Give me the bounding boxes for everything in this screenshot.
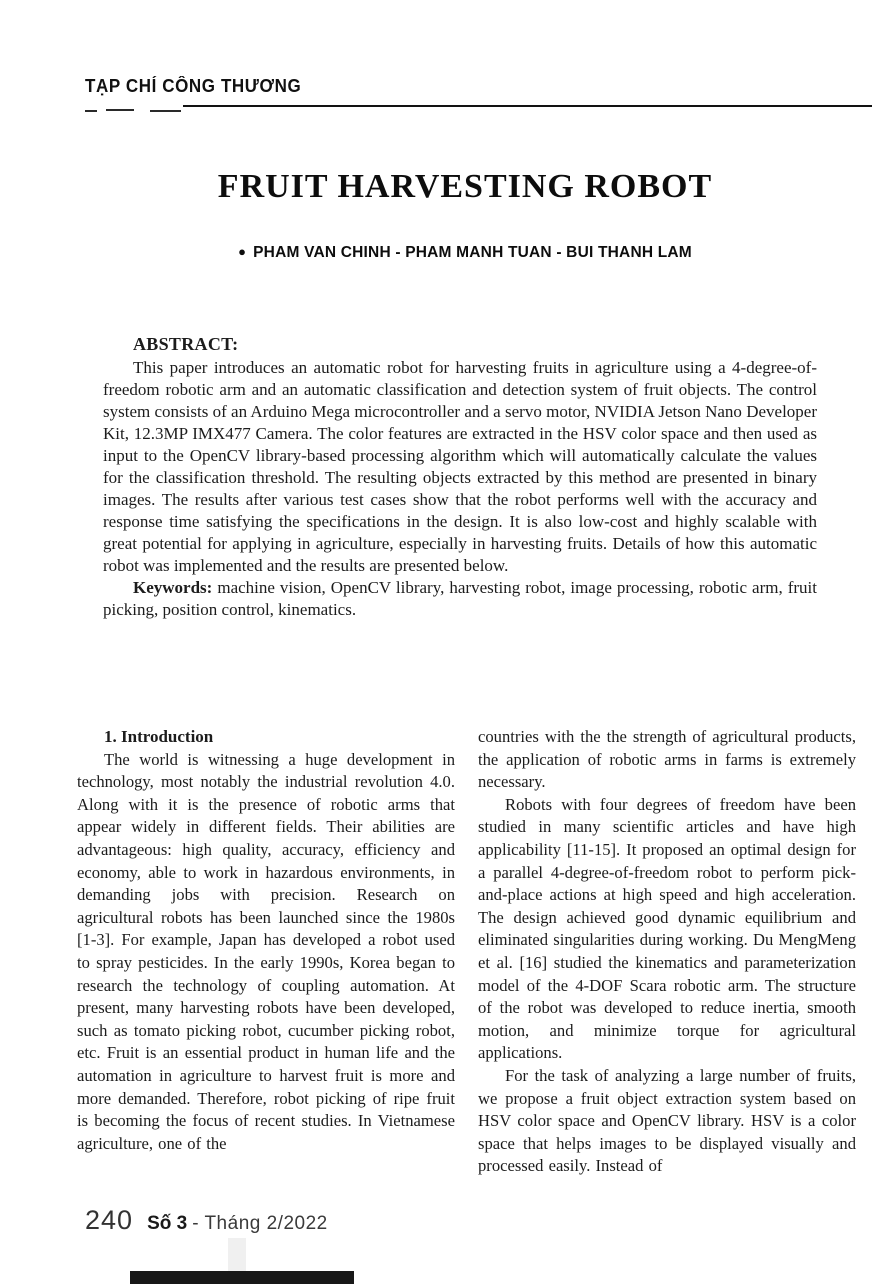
paragraph-intro-continued: countries with the the strength of agricultural products, the application of robotic arms in farms is extremely necessary. [478,727,856,792]
abstract-heading: ABSTRACT: [133,334,239,354]
masthead-dash-1 [85,110,97,112]
section-heading-introduction: 1. Introduction [104,727,214,746]
paragraph-four-dof-robots: Robots with four degrees of freedom have been studied in many scientific articles and have high applicability [11-15]. It proposed an optimal design for a parallel 4-degree-of-freedom robot to perform pick-and-place actions at high speed and high acceleration. The design achieved good dynamic equilibrium and eliminated singularities during working. Du MengMeng et al. [16] studied the kinematics and parameterization model of the 4-DOF Scara robotic arm. The structure of the robot was developed to reduce inertia, smooth motion, and minimize torque for agricultural applications. [478,794,856,1063]
abstract-section [103,334,817,621]
authors-line [75,244,855,262]
masthead-rule [183,105,872,107]
scan-artifact-bar [130,1271,354,1284]
body-columns [77,726,857,1178]
issue-date: - Tháng 2/2022 [192,1213,328,1234]
masthead-dash-3 [150,110,181,112]
paragraph-fruit-extraction: For the task of analyzing a large number of fruits, we propose a fruit object extraction system based on HSV color space and OpenCV library. HSV is a color space that helps images to be displayed visually and processed easily. Instead of [478,1065,856,1176]
right-column [478,726,856,1178]
article-title: FRUIT HARVESTING ROBOT [217,168,713,205]
author-bullet-icon: ● [238,244,247,259]
journal-name: TẠP CHÍ CÔNG THƯƠNG [85,76,302,97]
journal-masthead [85,76,301,98]
keywords-label: Keywords: [133,578,213,597]
left-column [77,726,455,1178]
abstract-body: This paper introduces an automatic robot for harvesting fruits in agriculture using a 4-degree-of-freedom robotic arm and an automatic classification and detection system of fruit objects. The control system consists of an Arduino Mega microcontroller and a servo motor, NVIDIA Jetson Nano Developer Kit, 12.3MP IMX477 Camera. The color features are extracted in the HSV color space and then used as input to the OpenCV library-based processing algorithm which will automatically calculate the values for the classification threshold. The resulting objects extracted by this method are presented in binary images. The results after various test cases show that the robot performs well with the accuracy and response time satisfying the specifications in the design. It is also low-cost and highly scalable with great potential for applying in agriculture, especially in harvesting fruits. Details of how this automatic robot was implemented and the results are presented below. [103,358,817,575]
keywords-text: machine vision, OpenCV library, harvesting robot, image processing, robotic arm, fruit picking, position control, kinematics. [103,578,817,619]
issue-label: Số 3 [147,1213,188,1234]
page-footer [85,1205,328,1236]
authors-text: PHAM VAN CHINH - PHAM MANH TUAN - BUI THANH LAM [253,244,692,261]
page-number: 240 [85,1205,134,1235]
keywords-line [103,577,817,621]
masthead-dash-2 [106,109,134,111]
paragraph-intro-left: The world is witnessing a huge development in technology, most notably the industrial revolution 4.0. Along with it is the presence of robotic arms that appear widely in different fields. Their abilities are advantageous: high quality, accuracy, efficiency and economy, able to work in hazardous environments, in demanding jobs with precision. Research on agricultural robots has been launched since the 1980s [1-3]. For example, Japan has developed a robot used to spray pesticides. In the early 1990s, Korea began to research the technology of coupling automation. At present, many harvesting robots have been developed, such as tomato picking robot, cucumber picking robot, etc. Fruit is an essential product in human life and the automation in agriculture to harvest fruit is more and more demanded. Therefore, robot picking of ripe fruit is becoming the focus of recent studies. In Vietnamese agriculture, one of the [77,749,455,1153]
